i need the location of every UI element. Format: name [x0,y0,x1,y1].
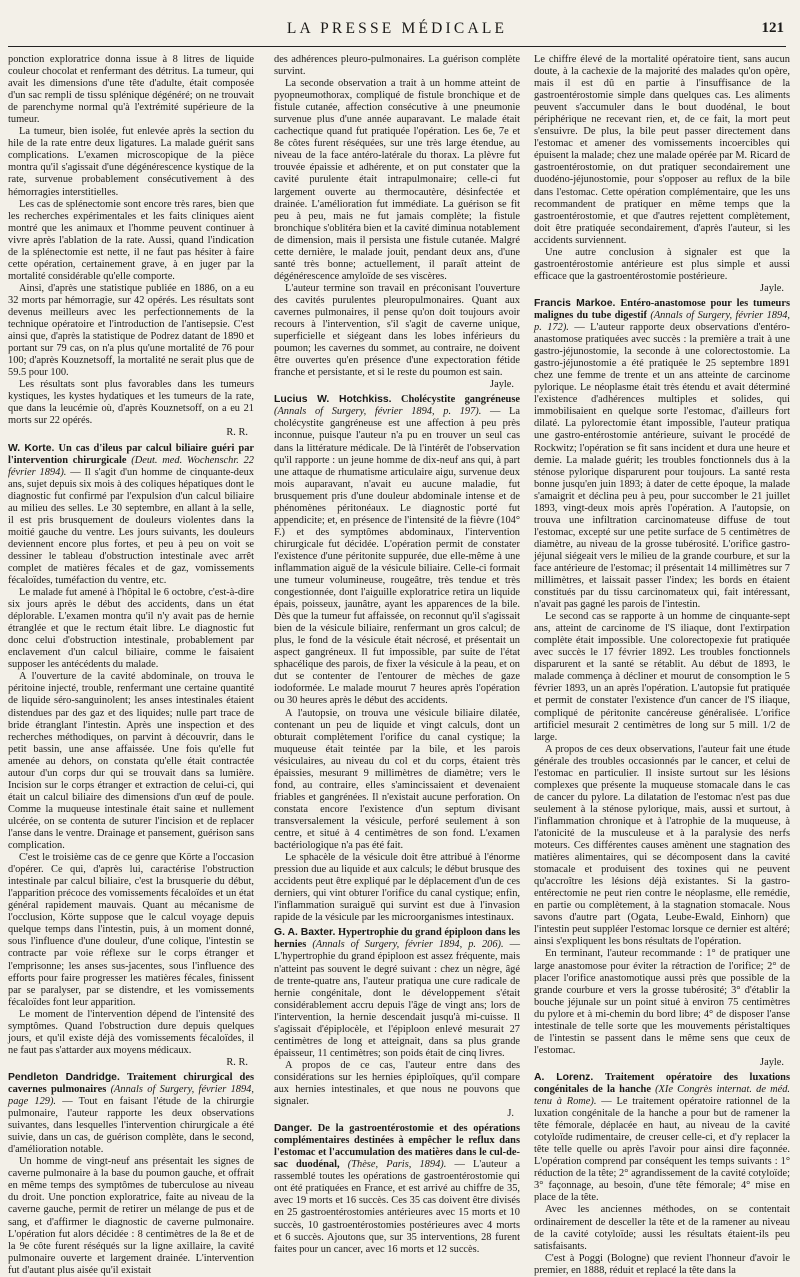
article-author: Danger. [274,1123,313,1135]
article-title: Traitement opératoire des luxations congénitales de la hanche [534,1071,790,1095]
article-danger [274,1123,520,1256]
article-korte [8,443,254,1069]
article-text: — Tout en faisant l'étude de la chirurgie pulmonaire, l'auteur rapporte les deux observations suivantes, dans lesquelles l'intervention chirurgicale a été suivie, dans un cas, de guérison complète, dans le second, d'amélioration notable. [8,1096,254,1156]
column-right [534,54,790,1277]
article-source: (Thèse, Paris, 1894). [347,1159,447,1171]
article-author: A. Lorenz. [534,1071,594,1083]
article-source: (Annals of Surgery, février 1894, p. 172). [534,309,790,334]
paragraph: Le sphacèle de la vésicule doit être attribué à l'énorme pression due au liquide et aux calculs; le début brusque des accidents peut être expliqué par le déplacement d'un de ces derniers, qui vint obturer l'orifice du canal cystique; enfin, l'inflammation suraiguë qui survint est due à l'invasion rapide de la vésicule par les microorganismes intestinaux. [274,852,520,924]
article-dandridge [8,1072,254,1277]
article-title: Traitement chirurgical des cavernes pulmonaires [8,1071,254,1095]
paragraph: Le malade fut amené à l'hôpital le 6 octobre, c'est-à-dire six jours après le début des accidents, dans un état déplorable. L'examen montra qu'il n'y avait pas de hernie étranglée et que le rectum était libre. Le diagnostic fut donc celui d'obstruction intestinale, probablement par enclavement d'un calcul biliaire, comme le faisaient supposer les antécédents du malade. [8,587,254,671]
article-author: G. A. Baxter. [274,927,336,939]
article-author: Lucius W. Hotchkiss. [274,394,392,406]
article-source: (Annals of Surgery, février 1894, page 129). [8,1083,254,1108]
page-number: 121 [761,20,784,36]
paragraph: Le moment de l'intervention dépend de l'intensité des symptômes. Quand l'obstruction dure depuis quelques jours, et qu'il existe déjà des vomissements fécaloïdes, il ne faut pas s'attarder aux moyens médicaux. [8,1008,254,1056]
signature: R. R. [226,427,248,439]
paragraph: A l'ouverture de la cavité abdominale, on trouva le péritoine injecté, trouble, renfermant une certaine quantité de liquide séro-sanguinolent; les anses intestinales étaient distendues par des gaz et des liquides; nulle part trace de bride étranglant l'intestin. Après une inspection et des recherches méthodiques, on parvint à découvrir, dans le petit bassin, une anse affaissée. Une fois qu'elle fut amenée au dehors, on constata qu'elle était contractée autour d'un corps dur qui se trouvait dans sa lumière. Incision sur le corps étranger et extraction de celui-ci, qui était un calcul biliaire des dimensions d'un œuf de poule. Comme la muqueuse intestinale était saine et nullement ulcérée, on se contenta de suturer l'incision et de replacer l'anse dans le ventre. Drainage et pansement, guérison sans complication. [8,671,254,852]
article-text: — L'hypertrophie du grand épiploon est assez fréquente, mais n'atteint pas souvent le degré suivant : chez un nègre, âgé de trente-quatre ans, l'auteur pratiqua une cure radicale de hernie congénitale, dont le développement s'était considérablement accru depuis l'âge de vingt ans; lors de l'intervention, la hernie descendait jusqu'à mi-cuisse. Il s'agissait d'épiplocèle, et l'épiploon enlevé mesurait 27 centimètres de long et atteignait, dans sa plus grande épaisseur, 11 centimètres; son poids était de cinq livres. [274,939,520,1059]
article-author: Francis Markoe. [534,297,616,309]
paragraph: La tumeur, bien isolée, fut enlevée après la section du hile de la rate entre deux ligatures. La malade guérit sans complications. L'examen microscopique de la pièce montra qu'il s'agissait d'une dégénérescence kystique de la rate, survenue probablement consécutivement à des hémorragies interstitielles. [8,126,254,198]
paragraph: La seconde observation a trait à un homme atteint de pyopneumothorax, compliqué de fistule bronchique et de fistule cutanée, affection consécutive à une pneumonie survenue plus d'une année auparavant. Le malade était cachectique quand fut pratiquée l'opération. Les 6e, 7e et 8e côtes furent réséquées, sur une très large étendue, au niveau de la face antéro-latérale du thorax. La plèvre fut trouvée épaissie et adhérente, et on put constater que la cavité purulente était intrapulmonaire; celle-ci fut largement ouverte au thermocautère, désinfectée et drainée. L'amélioration fut immédiate. La guérison se fit peu à peu, mais ne fut jamais complète; la fistule bronchique s'oblitéra bien et la cavité diminua notablement de dimension, mais il persista une fistule cutanée. Malgré cette dernière, le malade jouit, pendant deux ans, d'une santé très bonne; actuellement, il paraît atteint de dégénérescence amyloïde de ses viscères. [274,78,520,282]
article-lorenz [534,1072,790,1277]
column-left [8,54,254,1277]
paragraph: C'est à Poggi (Bologne) que revient l'honneur d'avoir le premier, en 1888, réduit et replacé la tête dans la [534,1252,790,1276]
article-source: (Annals of Surgery, février 1894, p. 197). [274,406,482,418]
paragraph: Avec les anciennes méthodes, on se contentait ordinairement de desceller la tête et de la ramener au niveau de la cavité cotyloïde; aussi les résultats étaient-ils peu satisfaisants. [534,1204,790,1252]
paragraph: A propos de ce cas, l'auteur entre dans des considérations sur les hernies épiploïques, qu'il compare aux hernies intestinales, et que nous ne pouvons que signaler. [274,1059,520,1108]
article-markoe [534,298,790,1069]
article-author: W. Korte. [8,442,55,454]
signature: Jayle. [760,282,784,294]
article-author: Pendleton Dandridge. [8,1071,120,1083]
paragraph: Le second cas se rapporte à un homme de cinquante-sept ans, atteint de carcinome de l'S iliaque, dont l'extirpation complète était impossible. Une colorectopexie fut pratiquée avec succès le 17 février 1892. Les troubles fonctionnels disparurent et la santé se rétablit. Au début de 1893, le malade commença à décliner et mourut de consomption le 5 février 1893, un an après l'opération. L'autopsie fut pratiquée et permit de constater l'existence d'un cancer de l'S iliaque, compliqué de péritonite cancéreuse généralisée. L'orifice artificiel mesurait 2 centimètres de long sur 5 mill. 1/2 de large. [534,611,790,743]
paragraph: Ainsi, d'après une statistique publiée en 1886, on a eu 32 morts par hémorragie, sur 42 opérés. Les résultats sont devenus meilleurs avec les perfectionnements de la technique opératoire et l'introduction de l'antisepsie. C'est ainsi que, d'après la statistique de Podrez datant de 1890 et portant sur 79 cas, on n'a plus qu'une mortalité de 76 pour 100; d'après Kouznetsoff, la mortalité ne serait plus que de 59.5 pour 100. [8,282,254,379]
article-hotchkiss [274,394,520,924]
column-middle [274,54,520,1256]
journal-title: LA PRESSE MÉDICALE [286,20,508,37]
paragraph: A l'autopsie, on trouva une vésicule biliaire dilatée, contenant un peu de liquide et vingt calculs, dont un obturait complètement l'orifice du canal cystique; la muqueuse était teintée par la bile, et les parois vésiculaires, au niveau du col et du corps, étaient très épaissies, mesurant 9 millimètres de diamètre; vers le fond, au contraire, elles s'amincissaient et devenaient friables et gangrénées. Il n'existait aucune perforation. On constata encore l'existence d'un septum divisant transversalement la vésicule, perforé seulement à son centre, et situé à 4 centimètres de son fond. L'examen bactériologique n'a pas été fait. [274,707,520,852]
paragraph: L'auteur termine son travail en préconisant l'ouverture des cavités purulentes pleuropulmonaires. Quant aux cavernes pulmonaires, il pense qu'on doit toujours avoir recours à l'intervention, s'il s'agit de caverne unique, superficielle et siégeant dans les lobes inférieurs du poumon; les cavernes du sommet, au contraire, ne doivent être ouvertes qu'en présence d'une expectoration fétide franche et persistante, et si le reste du poumon est sain. [274,282,520,379]
paragraph: En terminant, l'auteur recommande : 1° de pratiquer une large anastomose pour éviter la rétraction de l'orifice; 2° de placer l'orifice anastomotique aussi près que possible de la grande courbure et vers la grosse tubérosité; 3° d'établir la bouche jéjunale sur un point situé à environ 75 centimètres du pylore et à mi-chemin du bord libre; 4° de disposer l'anse intestinale de telle sorte que les mouvements péristaltiques de l'intestin se passent dans le même sens que ceux de l'estomac. [534,948,790,1056]
signature: R. R. [226,1056,248,1068]
article-source: (Annals of Surgery, février 1894, p. 206). [312,939,504,951]
article-source: (XIe Congrès internat. de méd. tenu à Rome). [534,1083,790,1108]
paragraph: Une autre conclusion à signaler est que la gastroentérostomie antérieure est plus simple et aussi efficace que la gastroentérostomie postérieure. [534,246,790,282]
paragraph: C'est le troisième cas de ce genre que Körte a l'occasion d'opérer. Ce qui, d'après lui, caractérise l'obstruction intestinale par calcul biliaire, c'est la brusquerie du début, l'apparition précoce des vomissements fécaloïdes et un état général rapidement mauvais. Quant au mécanisme de l'occlusion, Körte suppose que le calcul voyage depuis quelque temps dans l'intestin, puis, à un moment donné, sous l'influence d'une douleur, d'une colique, l'intestin se contracte par voie réflexe sur le corps étranger et l'emprisonne; les anses sus-jacentes, sous l'influence des efforts pour faire progresser les matières fécales, finissent par se paralyser, par se distendre, et les vomissements fécaloïdes font leur apparition. [8,852,254,1008]
page-header [8,20,786,47]
article-baxter [274,927,520,1120]
article-source: (Deut. med. Wochenschr. 22 février 1894). [8,454,254,478]
signature: Jayle. [490,379,514,391]
article-text: — La cholécystite gangréneuse est une affection à peu près inconnue, puisque l'auteur n'a pu en trouver un seul cas dans la littérature médicale. De là l'intérêt de l'observation qu'il rapporte : un jeune homme de dix-neuf ans qui, à part une attaque de rhumatisme articulaire aigu, survenue deux mois auparavant, n'avait eu aucune maladie, fut brusquement pris d'une douleur abdominale intense et de phénomènes péritonéaux. Le diagnostic porté fut appendicite; et, en présence de l'intensité de la fièvre (104° F.) et des symptômes abdominaux, l'intervention chirurgicale fut décidée. L'opération permit de constater l'existence d'une péritonite suppurée, due elle-même à une inflammation aiguë de la vésicule biliaire. Celle-ci formait une tumeur volumineuse, rougeâtre, très tendue et très congestionnée, dont l'aiguille exploratrice retira un liquide épais, poisseux, jaunâtre, ayant les apparences de la bile. Dès que la tumeur fut affaissée, on reconnut qu'il s'agissait bien de la vésicule biliaire, renfermant un gros calcul; de plus, le fond de la vésicule était nécrosé, et présentait un aspect gangréneux. Il fut impossible, par suite de l'état sphacélique des parois, de fixer la vésicule à la peau, et on dut se contenter de l'entourer de mèches de gaze iodoformée. Le malade mourut 7 heures après l'opération ou 30 heures après le début des accidents. [274,406,520,707]
article-title: Cholécystite gangréneuse [400,394,520,406]
article-text: — L'auteur rapporte deux observations d'entéro-anastomose pratiquées avec succès : la première a trait à une gastro-jéjunostomie, la seconde à une colorectostomie. La gastro-jéjunostomie a été pratiquée le 25 septembre 1891 chez une femme de trente et un ans atteinte de carcinome pylorique. Le néoplasme était très étendu et avait déterminé l'existence d'adhérences multiples et solides, qui immobilisaient en quelque sorte l'estomac, d'ailleurs fort dilaté. La pylorectomie étant impossible, l'auteur pratiqua une gastro-entérostomie antérieure, suivant le procédé de Rockwitz; l'opération se fit sans incident et dura une heure et demie. La malade guérit; les troubles fonctionnels dus à la sténose pylorique disparurent pour toujours. La santé resta bonne jusqu'en juin 1893; à dater de cette époque, la malade s'amaigrit et déclina peu à peu, pour succomber le 21 juillet 1893, vingt-deux mois après l'opération. A l'autopsie, on trouva une infiltration carcinomateuse diffuse de tout l'estomac, excepté sur une petite surface de 5 centimètres de diamètre, au niveau de la grosse tubérosité. L'orifice gastro-jéjunal siégeait vers le milieu de la grande courbure, et sur la face antérieure de l'estomac; il présentait 14 millimètres sur 7 millimètres, et laissait passer l'index; les bords en étaient constitués par du tissu carcinomateux qui, fait intéressant, n'avait pas gagné les parois de l'intestin. [534,322,790,611]
paragraph: A propos de ces deux observations, l'auteur fait une étude générale des troubles occasionnés par le cancer, et celui de l'estomac en particulier. Il insiste surtout sur les lésions complexes que présente la muqueuse stomacale dans le cas de cancer du pylore. La dilatation de l'estomac n'est pas due seulement à la sténose pylorique, mais, aussi et surtout, à l'inflammation chronique et à l'atrophie de la muqueuse, à l'atonicité de la musculeuse et à la paralysie des nerfs moteurs. Ces différentes causes amènent une stagnation des matières alimentaires, qui se décomposent dans la cavité stomacale et produisent des toxines qui ne peuvent qu'accroître les lésions déjà existantes. Si la gastro-entérectomie ne peut rien contre le néoplasme, elle remédie, en partie ou complètement, à la stagnation stomacale. Nous savons d'autre part (Ogata, Leube-Ewald, Einhorn) que l'intestin peut suppléer l'estomac lorsque ce dernier est altéré; ainsi s'expliquent les bons résultats de l'opération. [534,743,790,948]
article-text: — Le traitement opératoire rationnel de la luxation congénitale de la hanche a pour but de ramener la tête fémorale, déplacée en haut, au niveau de la cavité cotyloïde rudimentaire, de creuser celle-ci, et d'y replacer la tête telle quelle ou après l'avoir pour ainsi dire façonnée. L'opération comprend par conséquent les temps suivants : 1° réduction de la tête; 2° agrandissement de la cavité cotyloïde; 3° façonnage, au besoin, d'une tête fémorale; 4° mise en place de la tête. [534,1096,790,1204]
paragraph: Les résultats sont plus favorables dans les tumeurs kystiques, les kystes hydatiques et les tumeurs de la rate, que dans la leucémie où, d'après Kouznetsoff, on a eu 21 morts sur 22 opérés. [8,379,254,427]
article-title: De la gastroentérostomie et des opérations complémentaires destinées à empêcher le reflux dans l'estomac et l'accumulation des matières dans le cul-de-sac duodénal, [274,1123,520,1171]
signature: Jayle. [760,1056,784,1068]
article-text: — L'auteur a rassemblé toutes les opérations de gastroentérostomie qui ont été pratiquées en France, et est arrivé au chiffre de 35, avec 19 morts et 16 succès. Ces 35 cas doivent être divisés en 25 gastroentérostomies antérieures avec 15 morts et 10 succès, 10 gastroentérostomies postérieures avec 4 morts et 6 succès. Ajoutons que, sur 35 interventions, 28 furent faites pour un cancer, avec 16 morts et 12 succès. [274,1159,520,1255]
article-text: — Il s'agit d'un homme de cinquante-deux ans, sujet depuis six mois à des coliques hépatiques dont le diagnostic fut confirmé par l'expulsion d'un calcul biliaire au milieu des selles. Le 30 septembre, en allant à la selle, il est pris brusquement de douleurs violentes dans la moitié gauche du ventre. Les jours suivants, les douleurs deviennent encore plus fortes, et peu à peu on voit se dessiner le tableau d'obstruction intestinale avec arrêt complet de matières fécales et de gaz, vomissements fécaloïdes, tuméfaction du ventre, etc. [8,466,254,587]
signature: J. [507,1108,514,1120]
paragraph: des adhérences pleuro-pulmonaires. La guérison complète survint. [274,54,520,78]
paragraph: ponction exploratrice donna issue à 8 litres de liquide couleur chocolat et renfermant des détritus. La tumeur, qui avait les dimensions d'une tête d'adulte, était composée d'un sac rempli de tissu splénique dégénéré; on ne trouvait de parenchyme normal qu'à l'extrémité supérieure de la tumeur. [8,54,254,126]
article-title: Hypertrophie du grand épiploon dans les hernies [274,927,520,951]
paragraph: Le chiffre élevé de la mortalité opératoire tient, sans aucun doute, à la cachexie de la majorité des malades qu'on opère, mais il est dû en partie à l'insuffisance de la gastroentérostomie simple dans quelques cas. Les aliments peuvent s'accumuler dans le bout duodénal, le bout périphérique ne recevant rien, et, de ce fait, la mort peut s'ensuivre. De plus, la bile peut passer directement dans l'estomac et amener des vomissements incoercibles qui épuisent la malade; chez une malade opérée par M. Ricard de gastroentérostomie, on dut pratiquer secondairement une duodéno-jéjunostomie, pour s'opposer au reflux de la bile dans l'estomac. Cette opération complémentaire, que les uns recommandent de pratiquer en même temps que la gastroentérostomie, et que d'autres rejettent complètement, doit être pratiquée secondairement, d'après l'auteur, si les accidents surviennent. [534,54,790,246]
paragraph: Un homme de vingt-neuf ans présentait les signes de caverne pulmonaire à la base du poumon gauche, et offrait en même temps des symptômes de tuberculose au niveau du droit. Une ponction exploratrice, faite au niveau de la caverne gauche, permit de retirer un mélange de pus et de sang, et d'affirmer le diagnostic de caverne pulmonaire. L'opération fut alors décidée : 8 centimètres de la 8e et de la 9e côte furent réséqués sur la ligne axillaire, la cavité pulmonaire ouverte et largement drainée. L'intervention fut d'autant plus aisée qu'il existait [8,1156,254,1276]
article-title: Entéro-anastomose pour les tumeurs malignes du tube digestif [534,297,790,321]
article-title: Un cas d'ileus par calcul biliaire guéri par l'intervention chirurgicale [8,442,254,466]
paragraph: Les cas de splénectomie sont encore très rares, bien que les recherches expérimentales et les faits cliniques aient montré que les animaux et l'homme peuvent continuer à vivre après l'ablation de la rate. Aussi, quand l'indication de la splénectomie est nette, il ne faut pas hésiter à faire cette opération, certainement grave, à en juger par la mortalité considérable qu'elle comporte. [8,198,254,282]
